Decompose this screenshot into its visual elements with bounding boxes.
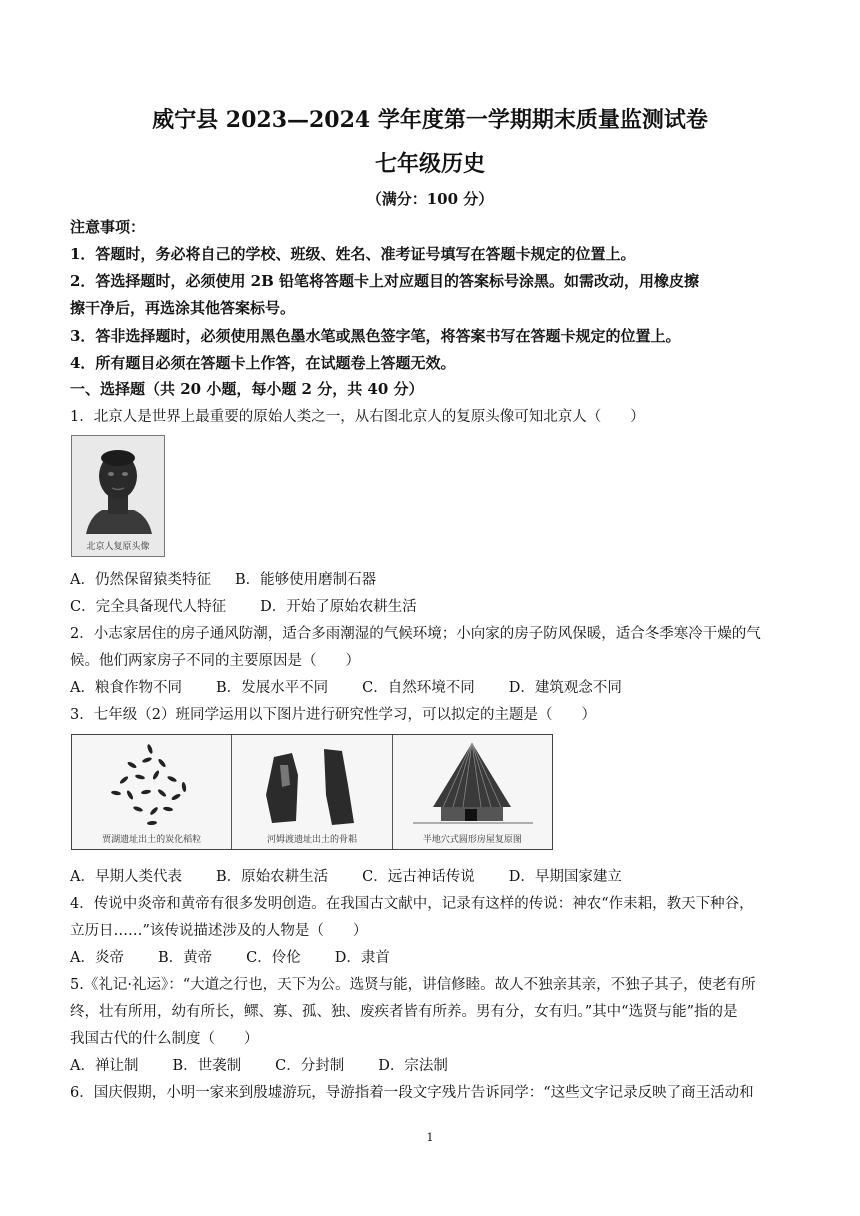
figure-panel (72, 735, 232, 849)
option-a: A．粮食作物不同 (70, 680, 182, 696)
option-b: B．发展水平不同 (215, 680, 329, 696)
question-1-options-row2 (70, 595, 792, 616)
option-b: B．原始农耕生活 (215, 869, 329, 885)
option-d: D．宗法制 (378, 1058, 448, 1074)
option-a: A．早期人类代表 (70, 869, 182, 885)
figure-panel (232, 735, 392, 849)
option-d: D．开始了原始农耕生活 (260, 599, 417, 615)
question-3-figure-strip (71, 734, 553, 850)
notes-item: 1．答题时，务必将自己的学校、班级、姓名、准考证号填写在答题卡规定的位置上。 (70, 245, 636, 263)
figure-caption: 北京人复原头像 (86, 542, 150, 552)
notes-item: 3．答非选择题时，必须使用黑色墨水笔或黑色签字笔，将答案书写在答题卡规定的位置上。 (70, 327, 681, 345)
option-a: A．仍然保留猿类特征 (70, 572, 211, 588)
question-4-stem: 立历日……”该传说描述涉及的人物是（ ） (70, 923, 368, 939)
question-2-stem: 2．小志家居住的房子通风防潮，适合多雨潮湿的气候环境；小向家的房子防风保暖，适合冬季寒冷干燥的气 (70, 626, 761, 642)
question-4-stem: 4．传说中炎帝和黄帝有很多发明创造。在我国古文献中，记录有这样的传说：神农“作耒耜，教天下种谷， (70, 896, 754, 912)
question-6-stem: 6．国庆假期，小明一家来到殷墟游玩，导游指着一段文字残片告诉同学：“这些文字记录反映了商王活动和 (70, 1085, 754, 1101)
question-1-stem: 1．北京人是世界上最重要的原始人类之一，从右图北京人的复原头像可知北京人（ ） (70, 409, 645, 425)
question-3-options (70, 865, 792, 886)
notes-item: 2．答选择题时，必须使用 2B 铅笔将答题卡上对应题目的答案标号涂黑。如需改动，用橡皮擦 (70, 272, 700, 290)
question-3-stem: 3．七年级（2）班同学运用以下图片进行研究性学习，可以拟定的主题是（ ） (70, 707, 596, 723)
option-d: D．早期国家建立 (508, 869, 622, 885)
peking-man-figure (71, 435, 165, 557)
option-b: B．世袭制 (172, 1058, 242, 1074)
section-heading: 一、选择题（共 20 小题，每小题 2 分，共 40 分） (70, 380, 424, 398)
peking-man-bust-image (72, 436, 164, 556)
exam-title: 威宁县 2023—2024 学年度第一学期期末质量监测试卷 (152, 107, 708, 133)
option-c: C．分封制 (275, 1058, 345, 1074)
option-c: C．远古神话传说 (362, 869, 475, 885)
option-b: B．能够使用磨制石器 (234, 572, 377, 588)
question-5-stem: 我国古代的什么制度（ ） (70, 1031, 259, 1047)
question-4-options (70, 946, 792, 967)
figure-caption: 河姆渡遗址出土的骨耜 (266, 835, 357, 845)
notes-item: 擦干净后，再选涂其他答案标号。 (70, 299, 296, 317)
option-a: A．禅让制 (70, 1058, 139, 1074)
figure-panel (393, 735, 552, 849)
question-1-options (70, 568, 792, 589)
option-c: C．自然环境不同 (362, 680, 475, 696)
notes-item: 4．所有题目必须在答题卡上作答，在试题卷上答题无效。 (70, 354, 456, 372)
option-c: C．伶伦 (246, 950, 301, 966)
option-d: D．建筑观念不同 (508, 680, 622, 696)
question-2-stem: 候。他们两家房子不同的主要原因是（ ） (70, 653, 360, 669)
question-5-stem: 终，壮有所用，幼有所长，鳏、寡、孤、独、废疾者皆有所养。男有分，女有归。”其中“选贤与能”指的是 (70, 1004, 738, 1020)
option-d: D．隶首 (334, 950, 390, 966)
figure-caption: 贾湖遗址出土的炭化稻粒 (102, 835, 202, 845)
question-2-options (70, 676, 792, 697)
option-b: B．黄帝 (157, 950, 213, 966)
page-number: 1 (426, 1131, 434, 1144)
exam-score: （满分：100 分） (366, 190, 494, 208)
option-c: C．完全具备现代人特征 (70, 599, 227, 615)
question-5-stem: 5.《礼记·礼运》：“大道之行也，天下为公。选贤与能，讲信修睦。故人不独亲其亲，不独子其子，使老有所 (70, 977, 756, 993)
option-a: A．炎帝 (70, 950, 124, 966)
figure-caption: 半地穴式圆形房屋复原图 (422, 835, 522, 845)
question-5-options (70, 1054, 792, 1075)
notes-heading: 注意事项： (70, 218, 146, 236)
exam-subtitle: 七年级历史 (374, 151, 485, 177)
